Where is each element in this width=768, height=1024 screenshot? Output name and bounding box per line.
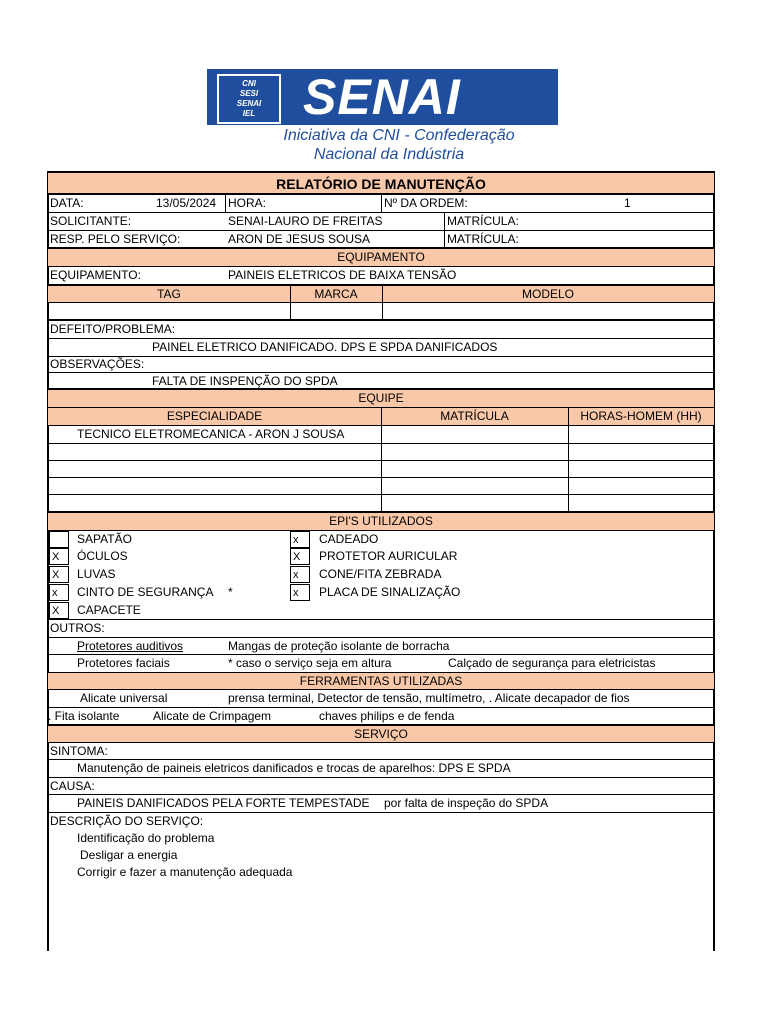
date-label: DATA: (50, 196, 84, 210)
causa-label: CAUSA: (50, 779, 95, 793)
outros-protetores-auditivos: Protetores auditivos (77, 639, 184, 653)
checkbox-capacete[interactable]: X (49, 602, 69, 619)
equipe-header (48, 408, 714, 426)
ferramentas-row-1 (48, 690, 714, 708)
causa-value-1: PAINEIS DANIFICADOS PELA FORTE TEMPESTADE (77, 796, 370, 810)
epi-cone-label: CONE/FITA ZEBRADA (319, 567, 442, 581)
sintoma-label-row (48, 743, 714, 760)
defeito-value: PAINEL ELETRICO DANIFICADO. DPS E SPDA DANIFICADOS (152, 340, 498, 354)
descricao-step-3: Corrigir e fazer a manutenção adequada (77, 865, 293, 879)
causa-value-2: por falta de inspeção do SPDA (384, 796, 549, 810)
checkbox-cinto[interactable]: x (49, 584, 69, 601)
checkbox-placa[interactable]: x (290, 584, 310, 601)
tag-marca-modelo-values (48, 303, 714, 321)
section-servico: SERVIÇO (48, 726, 714, 743)
report-title: RELATÓRIO DE MANUTENÇÃO (48, 173, 714, 195)
descricao-step-2: Desligar a energia (80, 848, 178, 862)
outros-row-1 (48, 638, 714, 655)
outros-protetores-faciais: Protetores faciais (77, 656, 170, 670)
section-epis: EPI'S UTILIZADOS (48, 513, 714, 531)
equipe-row (48, 461, 714, 478)
section-equipe: EQUIPE (48, 390, 714, 408)
equipamento-row (48, 267, 714, 285)
epi-cinto-label: CINTO DE SEGURANÇA (77, 585, 214, 599)
sintoma-value-row (48, 760, 714, 778)
sintoma-value: Manutenção de paineis eletricos danificados e trocas de aparelhos: DPS E SPDA (77, 761, 511, 775)
solicitante-value: SENAI-LAURO DE FREITAS (228, 214, 383, 228)
defeito-label-row (48, 321, 714, 339)
epi-luvas-label: LUVAS (77, 567, 116, 581)
epi-protetor-label: PROTETOR AURICULAR (319, 549, 458, 563)
col-horas-homem: HORAS-HOMEM (HH) (580, 409, 702, 423)
equipe-row (48, 426, 714, 444)
defeito-value-row (48, 339, 714, 357)
responsavel-row (48, 231, 714, 249)
equipamento-label: EQUIPAMENTO: (50, 268, 141, 282)
checkbox-cone-fita[interactable]: x (290, 566, 310, 583)
section-equipamento: EQUIPAMENTO (48, 249, 714, 267)
epi-placa-label: PLACA DE SINALIZAÇÃO (319, 585, 461, 599)
equipamento-value: PAINEIS ELETRICOS DE BAIXA TENSÃO (228, 268, 457, 282)
checkbox-cadeado[interactable]: x (290, 531, 310, 548)
observacoes-label: OBSERVAÇÕES: (50, 357, 145, 371)
equipe-member: TECNICO ELETROMECANICA - ARON J SOUSA (77, 427, 345, 441)
matricula-label: MATRÍCULA: (447, 214, 519, 228)
col-matricula: MATRÍCULA (440, 409, 509, 423)
responsavel-label: RESP. PELO SERVIÇO: (50, 232, 181, 246)
outros-calcado: Calçado de segurança para eletricistas (448, 656, 656, 670)
solicitante-label: SOLICITANTE: (50, 214, 132, 228)
senai-wordmark: SENAI (303, 69, 461, 125)
observacoes-value-row (48, 373, 714, 390)
observacoes-label-row (48, 357, 714, 373)
ferramentas-row-2 (48, 708, 714, 726)
outros-altura-nota: * caso o serviço seja em altura (228, 656, 392, 670)
section-ferramentas: FERRAMENTAS UTILIZADAS (48, 673, 714, 690)
col-modelo: MODELO (521, 287, 574, 301)
defeito-label: DEFEITO/PROBLEMA: (50, 322, 176, 336)
order-label: Nº DA ORDEM: (384, 196, 468, 210)
outros-label: OUTROS: (50, 621, 105, 635)
checkbox-protetor-auricular[interactable]: X (290, 548, 310, 565)
hour-label: HORA: (228, 196, 267, 210)
outros-label-row (48, 620, 714, 638)
responsavel-value: ARON DE JESUS SOUSA (228, 232, 371, 246)
solicitante-row (48, 213, 714, 231)
epi-sapatao-label: SAPATÃO (77, 532, 132, 546)
ferramenta-crimpagem: Alicate de Crimpagem (153, 709, 272, 723)
equipe-row (48, 495, 714, 513)
descricao-step-1: Identificação do problema (77, 831, 215, 845)
epi-asterisk: * (228, 585, 233, 599)
tag-marca-modelo-header (48, 285, 714, 303)
epi-cadeado-label: CADEADO (319, 532, 379, 546)
senai-logo (207, 69, 558, 125)
col-tag: TAG (157, 287, 181, 301)
outros-row-2 (48, 655, 714, 673)
descricao-label: DESCRIÇÃO DO SERVIÇO: (50, 814, 204, 828)
causa-label-row (48, 778, 714, 795)
checkbox-oculos[interactable]: X (49, 548, 69, 565)
causa-value-row (48, 795, 714, 813)
epi-capacete-label: CAPACETE (77, 603, 141, 617)
sintoma-label: SINTOMA: (50, 744, 108, 758)
ferramenta-chaves: chaves philips e de fenda (319, 709, 455, 723)
checkbox-sapatao[interactable] (49, 531, 69, 548)
date-value: 13/05/2024 (156, 196, 217, 210)
tagline-line1: Iniciativa da CNI - Confederação (283, 127, 515, 144)
col-especialidade: ESPECIALIDADE (166, 409, 263, 423)
ferramenta-lista: prensa terminal, Detector de tensão, multímetro, . Alicate decapador de fios (228, 691, 630, 705)
ferramenta-fita: . Fita isolante (48, 709, 120, 723)
tagline-line2: Nacional da Indústria (313, 146, 465, 163)
order-value: 1 (624, 196, 631, 210)
outros-mangas: Mangas de proteção isolante de borracha (228, 639, 450, 653)
date-row (48, 195, 714, 213)
equipe-row (48, 444, 714, 461)
ferramenta-alicate-universal: Alicate universal (80, 691, 168, 705)
col-marca: MARCA (314, 287, 358, 301)
matricula2-label: MATRÍCULA: (447, 232, 519, 246)
observacoes-value: FALTA DE INSPENÇÃO DO SPDA (152, 374, 338, 388)
epi-oculos-label: ÓCULOS (77, 549, 128, 563)
checkbox-luvas[interactable]: X (49, 566, 69, 583)
equipe-row (48, 478, 714, 495)
cni-sesi-senai-iel-badge: CNI SESI SENAI IEL (217, 74, 281, 124)
